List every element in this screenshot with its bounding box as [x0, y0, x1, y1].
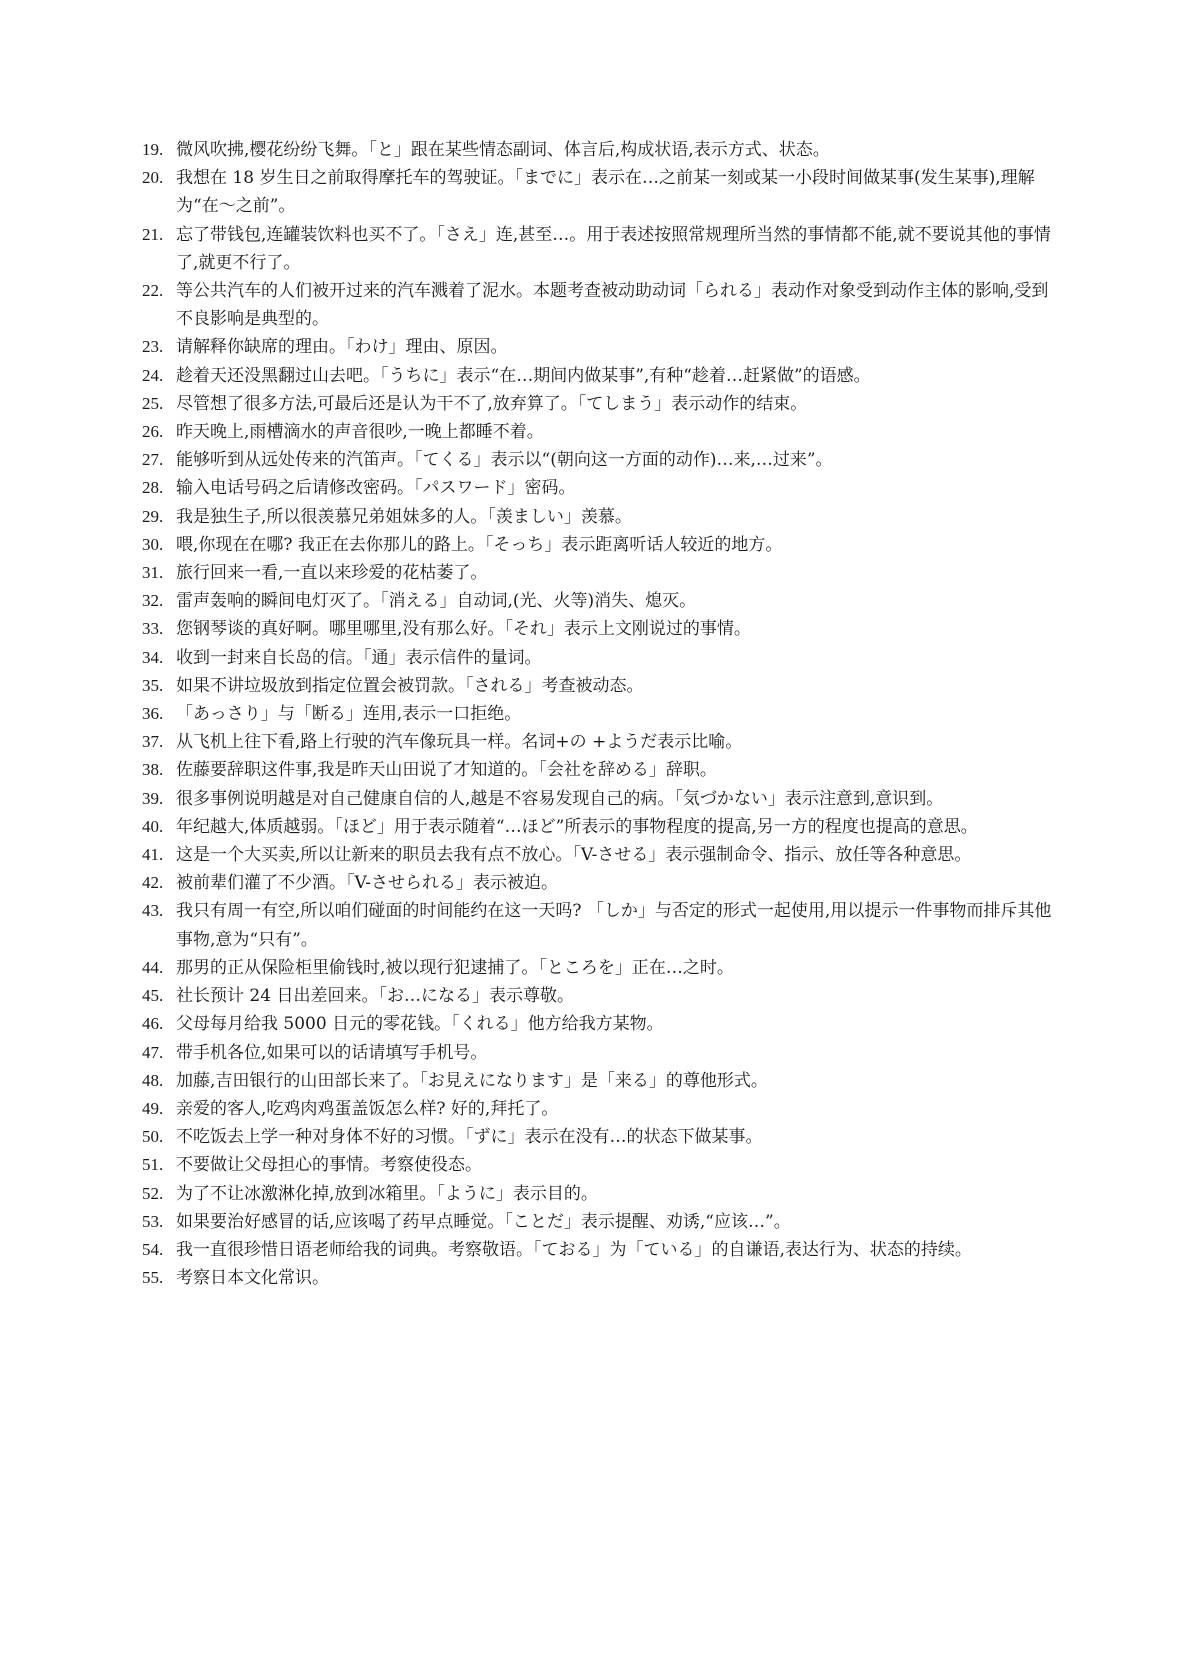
item-number: 23.: [142, 337, 164, 357]
item-text: 父母每月给我 5000 日元的零花钱。「くれる」他方给我方某物。: [176, 1014, 664, 1035]
item-text: 昨天晚上,雨槽滴水的声音很吵,一晚上都睡不着。: [176, 422, 544, 443]
item-number: 54.: [142, 1239, 164, 1259]
item-text: 我只有周一有空,所以咱们碰面的时间能约在这一天吗? 「しか」与否定的形式一起使用,用以提示一件事物而排斥其他事物,意为“只有”。: [176, 901, 1052, 950]
item-number: 37.: [142, 732, 164, 752]
item-number: 35.: [142, 675, 164, 695]
list-item: [142, 333, 1062, 361]
item-text: 趁着天还没黑翻过山去吧。「うちに」表示“在…期间内做某事”,有种“趁着…赶紧做”的语感。: [176, 365, 871, 386]
list-item: [142, 785, 1062, 813]
list-item: [142, 1039, 1062, 1067]
answer-list: [142, 136, 1062, 1292]
item-number: 27.: [142, 450, 164, 470]
list-item: [142, 897, 1062, 953]
item-text: 我是独生子,所以很羡慕兄弟姐妹多的人。「羡ましい」羡慕。: [176, 506, 632, 527]
item-text: 加藤,吉田银行的山田部长来了。「お見えになります」是「来る」的尊他形式。: [176, 1070, 768, 1091]
list-item: [142, 869, 1062, 897]
item-text: 等公共汽车的人们被开过来的汽车溅着了泥水。本题考查被动助动词「られる」表动作对象受到动作主体的影响,受到不良影响是典型的。: [176, 281, 1049, 330]
list-item: [142, 1208, 1062, 1236]
list-item: [142, 644, 1062, 672]
item-number: 51.: [142, 1155, 164, 1175]
item-text: 「あっさり」与「断る」连用,表示一口拒绝。: [176, 704, 522, 725]
item-number: 24.: [142, 365, 164, 385]
item-text: 能够听到从远处传来的汽笛声。「てくる」表示以“(朝向这一方面的动作)…来,…过来”。: [176, 450, 833, 471]
list-item: [142, 390, 1062, 418]
list-item: [142, 362, 1062, 390]
item-text: 这是一个大买卖,所以让新来的职员去我有点不放心。「V-させる」表示强制命令、指示、放任等各种意思。: [176, 845, 972, 866]
list-item: [142, 615, 1062, 643]
item-text: 那男的正从保险柜里偷钱时,被以现行犯逮捕了。「ところを」正在…之时。: [176, 957, 734, 978]
item-number: 45.: [142, 986, 164, 1006]
item-number: 19.: [142, 140, 164, 159]
list-item: [142, 221, 1062, 277]
item-text: 为了不让冰激淋化掉,放到冰箱里。「ように」表示目的。: [176, 1183, 598, 1204]
item-number: 22.: [142, 281, 164, 301]
list-item: [142, 587, 1062, 615]
list-item: [142, 503, 1062, 531]
list-item: [142, 531, 1062, 559]
item-text: 尽管想了很多方法,可最后还是认为干不了,放弃算了。「てしまう」表示动作的结束。: [176, 393, 808, 414]
item-number: 46.: [142, 1014, 164, 1034]
item-text: 我一直很珍惜日语老师给我的词典。考察敬语。「ておる」为「ている」的自谦语,表达行为、状态的持续。: [176, 1239, 972, 1260]
list-item: [142, 277, 1062, 333]
list-item: [142, 474, 1062, 502]
list-item: [142, 1236, 1062, 1264]
item-number: 29.: [142, 506, 164, 526]
list-item: [142, 756, 1062, 784]
item-text: 收到一封来自长岛的信。「通」表示信件的量词。: [176, 647, 542, 668]
list-item: [142, 1095, 1062, 1123]
item-number: 47.: [142, 1042, 164, 1062]
item-number: 55.: [142, 1268, 164, 1288]
list-item: [142, 1067, 1062, 1095]
item-number: 40.: [142, 816, 164, 836]
list-item: [142, 954, 1062, 982]
item-number: 50.: [142, 1127, 164, 1147]
item-number: 36.: [142, 704, 164, 724]
list-item: [142, 418, 1062, 446]
list-item: [142, 1010, 1062, 1038]
list-item: [142, 1123, 1062, 1151]
list-item: [142, 1180, 1062, 1208]
item-text: 喂,你现在在哪? 我正在去你那儿的路上。「そっち」表示距离听话人较近的地方。: [176, 534, 783, 555]
item-text: 如果不讲垃圾放到指定位置会被罚款。「される」考查被动态。: [176, 675, 644, 696]
item-text: 考察日本文化常识。: [176, 1268, 329, 1289]
item-number: 39.: [142, 788, 164, 808]
item-text: 年纪越大,体质越弱。「ほど」用于表示随着“…ほど”所表示的事物程度的提高,另一方的程度也提高的意思。: [176, 816, 978, 837]
list-item: [142, 164, 1062, 220]
item-text: 雷声轰响的瞬间电灯灭了。「消える」自动词,(光、火等)消失、熄灭。: [176, 591, 697, 612]
item-text: 如果要治好感冒的话,应该喝了药早点睡觉。「ことだ」表示提醒、劝诱,“应该…”。: [176, 1211, 791, 1232]
item-text: 亲爱的客人,吃鸡肉鸡蛋盖饭怎么样? 好的,拜托了。: [176, 1098, 559, 1119]
item-number: 28.: [142, 478, 164, 498]
item-text: 输入电话号码之后请修改密码。「パスワード」密码。: [176, 478, 576, 499]
list-item: [142, 1264, 1062, 1292]
item-text: 被前辈们灌了不少酒。「V-させられる」表示被迫。: [176, 873, 558, 894]
item-number: 44.: [142, 957, 164, 977]
item-text: 社长预计 24 日出差回来。「お…になる」表示尊敬。: [176, 986, 574, 1007]
list-item: [142, 982, 1062, 1010]
list-item: [142, 841, 1062, 869]
item-number: 32.: [142, 591, 164, 611]
item-text: 旅行回来一看,一直以来珍爱的花枯萎了。: [176, 563, 488, 584]
item-text: 佐藤要辞职这件事,我是昨天山田说了才知道的。「会社を辞める」辞职。: [176, 760, 717, 781]
item-number: 31.: [142, 563, 164, 583]
item-number: 43.: [142, 901, 164, 921]
list-item: [142, 559, 1062, 587]
item-text: 很多事例说明越是对自己健康自信的人,越是不容易发现自己的病。「気づかない」表示注意到,意识到。: [176, 788, 944, 809]
item-text: 微风吹拂,樱花纷纷飞舞。「と」跟在某些情态副词、体言后,构成状语,表示方式、状态。: [176, 140, 830, 160]
list-item: [142, 672, 1062, 700]
item-text: 我想在 18 岁生日之前取得摩托车的驾驶证。「までに」表示在…之前某一刻或某一小段时间做某事(发生某事),理解为“在～之前”。: [176, 168, 1035, 217]
item-text: 不要做让父母担心的事情。考察使役态。: [176, 1155, 482, 1176]
item-text: 不吃饭去上学一种对身体不好的习惯。「ずに」表示在没有…的状态下做某事。: [176, 1127, 763, 1148]
item-number: 52.: [142, 1183, 164, 1203]
item-text: 您钢琴谈的真好啊。哪里哪里,没有那么好。「それ」表示上文刚说过的事情。: [176, 619, 751, 640]
item-number: 26.: [142, 422, 164, 442]
item-number: 20.: [142, 168, 164, 188]
list-item: [142, 136, 1062, 164]
item-text: 从飞机上往下看,路上行驶的汽车像玩具一样。名词+の +ようだ表示比喻。: [176, 732, 743, 753]
item-text: 忘了带钱包,连罐装饮料也买不了。「さえ」连,甚至…。用于表述按照常规理所当然的事情都不能,就不要说其他的事情了,就更不行了。: [176, 224, 1051, 273]
item-number: 34.: [142, 647, 164, 667]
item-text: 带手机各位,如果可以的话请填写手机号。: [176, 1042, 488, 1063]
item-number: 30.: [142, 534, 164, 554]
list-item: [142, 728, 1062, 756]
list-item: [142, 1151, 1062, 1179]
item-number: 42.: [142, 873, 164, 893]
list-item: [142, 813, 1062, 841]
item-number: 21.: [142, 224, 164, 244]
list-item: [142, 446, 1062, 474]
item-number: 33.: [142, 619, 164, 639]
item-number: 48.: [142, 1070, 164, 1090]
item-number: 38.: [142, 760, 164, 780]
item-number: 49.: [142, 1098, 164, 1118]
item-number: 25.: [142, 393, 164, 413]
list-item: [142, 700, 1062, 728]
item-number: 41.: [142, 845, 164, 865]
item-number: 53.: [142, 1211, 164, 1231]
item-text: 请解释你缺席的理由。「わけ」理由、原因。: [176, 337, 508, 358]
